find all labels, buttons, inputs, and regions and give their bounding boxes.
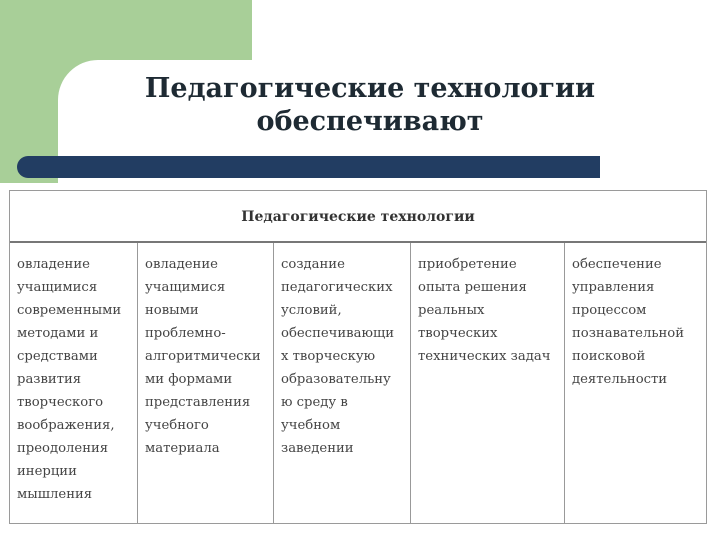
cell-line: обеспечивающи — [281, 326, 394, 341]
cell-line: создание — [281, 257, 345, 272]
cell-line: материала — [145, 441, 220, 456]
cell-line: управления — [572, 280, 655, 295]
table-column-4 — [410, 243, 564, 523]
cell-line: инерции — [17, 464, 77, 479]
cell-line: педагогических — [281, 280, 393, 295]
cell-line: проблемно- — [145, 326, 226, 341]
cell-line: образовательну — [281, 372, 391, 387]
cell-line: современными — [17, 303, 122, 318]
cell-line: учащимися — [145, 280, 226, 295]
cell-line: развития — [17, 372, 82, 387]
cell-line: учебном — [281, 418, 341, 433]
cell-line: деятельности — [572, 372, 668, 387]
slide-title-line-2: обеспечивают — [256, 106, 484, 137]
cell-line: алгоритмически — [145, 349, 261, 364]
cell-line: овладение — [145, 257, 218, 272]
cell-line: опыта решения — [418, 280, 527, 295]
cell-line: приобретение — [418, 257, 517, 272]
cell-line: познавательной — [572, 326, 685, 341]
cell-line: ми формами — [145, 372, 233, 387]
cell-line: творческих — [418, 326, 498, 341]
cell-line: новыми — [145, 303, 199, 318]
title-underline-bar — [17, 156, 600, 178]
cell-line: условий, — [281, 303, 342, 318]
cell-line: творческого — [17, 395, 104, 410]
cell-line: воображения, — [17, 418, 115, 433]
slide-title — [60, 72, 680, 138]
cell-line: овладение — [17, 257, 90, 272]
table-column-5 — [564, 243, 706, 523]
table-column-1 — [10, 243, 137, 523]
table-column-2 — [137, 243, 273, 523]
table-header: Педагогические технологии — [10, 191, 706, 243]
cell-line: ю среду в — [281, 395, 348, 410]
cell-line: представления — [145, 395, 251, 410]
cell-line: мышления — [17, 487, 93, 502]
cell-line: поисковой — [572, 349, 646, 364]
cell-line: процессом — [572, 303, 647, 318]
cell-line: технических задач — [418, 349, 551, 364]
cell-line: х творческую — [281, 349, 376, 364]
cell-line: заведении — [281, 441, 354, 456]
technologies-table — [9, 190, 707, 524]
cell-line: реальных — [418, 303, 485, 318]
cell-line: преодоления — [17, 441, 109, 456]
cell-line: обеспечение — [572, 257, 662, 272]
cell-line: методами и — [17, 326, 99, 341]
table-column-3 — [273, 243, 410, 523]
cell-line: средствами — [17, 349, 98, 364]
cell-line: учебного — [145, 418, 209, 433]
slide-title-line-1: Педагогические технологии — [144, 73, 596, 104]
cell-line: учащимися — [17, 280, 98, 295]
